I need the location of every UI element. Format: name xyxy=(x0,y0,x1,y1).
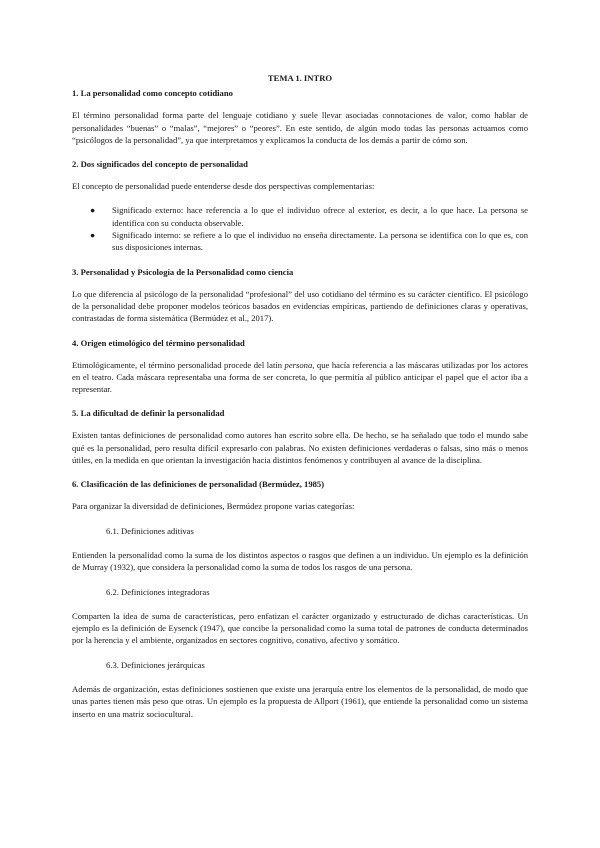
section-2-paragraph: El concepto de personalidad puede entenderse desde dos perspectivas complementarias: xyxy=(72,181,375,192)
section-6-heading: 6. Clasificación de las definiciones de personalidad (Bermúdez, 1985) xyxy=(72,479,325,490)
section-4-heading: 4. Origen etimológico del término personalidad xyxy=(72,337,245,348)
subsection-6-1-paragraph: Entienden la personalidad como la suma de los distintos aspectos o rasgos que definen a un individuo. Un ejemplo es la definición de Murray (1932), que considera la personalidad como la suma de todos los rasgos de una persona. xyxy=(72,549,528,573)
section-5-paragraph: Existen tantas definiciones de personalidad como autores han escrito sobre ella. De hecho, se ha señalado que todo el mundo sabe qué es la personalidad, pero resulta difícil expresarlo con palabras. No existen definiciones verdaderas o falsas, sino más o menos útiles, en la medida en que orientan la investigación hacia distintos fenómenos y contribuyen al avance de la disciplina. xyxy=(72,430,528,466)
list-item-text: Significado externo: hace referencia a lo que el individuo ofrece al exterior, es decir, a lo que hace. La persona se identifica con su conducta observable. xyxy=(112,205,528,228)
section-3-paragraph: Lo que diferencia al psicólogo de la personalidad “profesional” del uso cotidiano del término es su carácter científico. El psicólogo de la personalidad debe proponer modelos teóricos basados en evidencias empíricas, partiendo de definiciones claras y operativas, contrastadas de forma sistemática (Bermúdez et al., 2017). xyxy=(72,288,528,324)
subsection-6-2-heading: 6.2. Definiciones integradoras xyxy=(106,586,210,597)
subsection-6-2-paragraph: Comparten la idea de suma de características, pero enfatizan el carácter organizado y estructurado de dichas características. Un ejemplo es la definición de Eysenck (1947), que concibe la personalidad como la suma total de patrones de conducta determinados por la herencia y el ambiente, organizados en sectores cognitivo, conativo, afectivo y somático. xyxy=(72,610,528,646)
section-2-heading: 2. Dos significados del concepto de personalidad xyxy=(72,159,248,170)
section-1-paragraph: El término personalidad forma parte del lenguaje cotidiano y suele llevar asociadas connotaciones de valor, como hablar de personalidades “buenas” o “malas”, “mejores” o “peores”. En este sentido, de algún modo todas las personas actuamos como “psicólogos de la personalidad”, ya que interpretamos y explicamos la conducta de los demás a partir de cómo son. xyxy=(72,110,528,145)
text-run: Etimológicamente, el término personalidad procede del latín xyxy=(72,359,285,370)
document-title: TEMA 1. INTRO xyxy=(267,73,333,83)
section-1-heading: 1. La personalidad como concepto cotidiano xyxy=(72,88,233,99)
bullet-icon: ● xyxy=(90,205,96,216)
meanings-list xyxy=(72,204,528,253)
list-item xyxy=(90,204,528,229)
text-run: , que hacía referencia a las máscaras utilizadas por los actores en el teatro. Cada máscara representaba una forma de ser concreta, lo que permitía al público anticipar el papel que el actor iba a representar. xyxy=(72,359,528,395)
section-5-heading: 5. La dificultad de definir la personalidad xyxy=(72,408,225,419)
list-item-text: Significado interno: se refiere a lo que el individuo no enseña directamente. La persona se identifica con lo que es, con sus disposiciones internas. xyxy=(112,230,528,253)
section-3-heading: 3. Personalidad y Psicología de la Personalidad como ciencia xyxy=(72,266,294,277)
section-4-paragraph xyxy=(72,359,528,396)
subsection-6-3-heading: 6.3. Definiciones jerárquicas xyxy=(106,659,205,670)
section-6-paragraph: Para organizar la diversidad de definiciones, Bermúdez propone varias categorías: xyxy=(72,501,355,512)
subsection-6-3-paragraph: Además de organización, estas definiciones sostienen que existe una jerarquía entre los elementos de la personalidad, de modo que unas partes tienen más peso que otras. Un ejemplo es la propuesta de Allport (1961), que entiende la personalidad como un sistema inserto en una matriz sociocultural. xyxy=(72,684,528,719)
subsection-6-1-heading: 6.1. Definiciones aditivas xyxy=(106,525,194,536)
list-item xyxy=(90,229,528,254)
bullet-icon: ● xyxy=(90,230,96,241)
latin-term: persona xyxy=(284,359,313,370)
